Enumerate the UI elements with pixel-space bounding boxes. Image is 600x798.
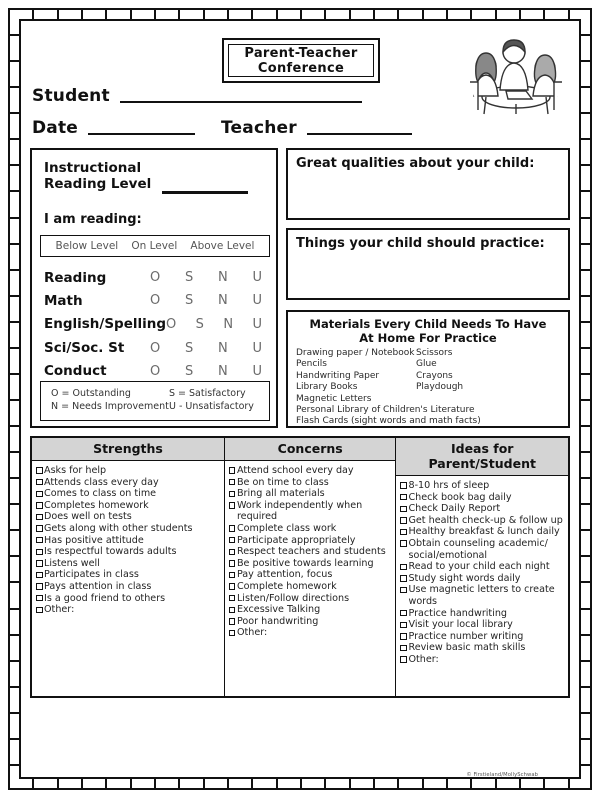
materials-full-width-list xyxy=(296,405,560,428)
checklist-item[interactable] xyxy=(400,642,565,654)
subject-name: Conduct xyxy=(44,363,107,379)
checkbox-icon[interactable] xyxy=(229,607,236,614)
checkbox-icon[interactable] xyxy=(400,517,407,524)
material-item: Playdough xyxy=(416,382,464,393)
reading-level-option-0[interactable]: Below Level xyxy=(55,240,119,252)
checkbox-icon[interactable] xyxy=(36,549,43,556)
subject-name: Reading xyxy=(44,269,107,286)
mark-option-U[interactable]: U xyxy=(252,270,262,285)
mark-option-O[interactable]: O xyxy=(150,293,161,308)
checklist-item-label: Attend school every day xyxy=(236,465,354,476)
checkbox-icon[interactable] xyxy=(400,564,407,571)
checklist-item-label: Respect teachers and students xyxy=(236,546,386,558)
checklist-item-label: Complete class work xyxy=(236,522,337,534)
checkbox-icon[interactable] xyxy=(229,572,236,579)
checkbox-icon[interactable] xyxy=(400,633,407,640)
checkbox-icon[interactable] xyxy=(229,583,236,590)
material-item: Personal Library of Children's Literature xyxy=(296,405,475,416)
mark-option-U[interactable]: U xyxy=(252,316,262,332)
teacher-label: Teacher xyxy=(221,118,297,138)
checklist-item-label: Other: xyxy=(44,604,75,616)
checkbox-icon[interactable] xyxy=(229,479,236,486)
checklist-item[interactable] xyxy=(36,523,221,535)
checklist-column-ideas-for-parent-student xyxy=(396,438,568,696)
mark-option-U[interactable]: U xyxy=(252,340,262,356)
checklist-item[interactable] xyxy=(36,546,221,558)
checklist-item-label: Listens well xyxy=(44,557,100,569)
mark-option-O[interactable]: O xyxy=(150,363,161,379)
reading-level-options xyxy=(40,235,270,257)
checklist-item-label: Bring all materials xyxy=(236,488,325,500)
checkbox-icon[interactable] xyxy=(229,618,236,625)
checklist-column-header: Ideas for Parent/Student xyxy=(396,438,568,476)
checkbox-icon[interactable] xyxy=(400,587,407,594)
great-qualities-box[interactable] xyxy=(286,148,570,220)
checkbox-icon[interactable] xyxy=(36,572,43,579)
materials-title-line1: Materials Every Child Needs To Have xyxy=(309,317,547,331)
checklist-item-label: Check book bag daily xyxy=(408,491,512,503)
student-field-row xyxy=(32,86,362,106)
checkbox-icon[interactable] xyxy=(36,525,43,532)
mark-option-N[interactable]: N xyxy=(218,270,228,285)
checkbox-icon[interactable] xyxy=(400,645,407,652)
practice-box[interactable] xyxy=(286,228,570,300)
reading-assessment-panel xyxy=(30,148,278,428)
material-item: Magnetic Letters xyxy=(296,393,372,404)
materials-column-1 xyxy=(296,348,416,405)
material-item: Crayons xyxy=(416,370,453,381)
checklist-column-header: Strengths xyxy=(32,438,224,461)
checkbox-icon[interactable] xyxy=(36,514,43,521)
mark-option-O[interactable]: O xyxy=(166,316,177,332)
checklist-item[interactable] xyxy=(400,515,565,527)
checklist-item-label: Obtain counseling academic/ social/emotional xyxy=(408,537,548,561)
checklist-item[interactable] xyxy=(36,488,221,500)
rating-legend xyxy=(40,381,270,421)
mark-option-S[interactable]: S xyxy=(184,270,194,285)
checkbox-icon[interactable] xyxy=(229,595,236,602)
checklist-item-label: Asks for help xyxy=(44,465,107,476)
checkbox-icon[interactable] xyxy=(400,622,407,629)
checklist-column-strengths xyxy=(32,438,225,696)
materials-list xyxy=(288,348,568,428)
material-item: Scissors xyxy=(416,348,453,358)
subject-name: Sci/Soc. St xyxy=(44,340,125,356)
checklist-item-label: Review basic math skills xyxy=(408,642,526,654)
reading-level-option-1[interactable]: On Level xyxy=(131,240,178,252)
checklist-item[interactable] xyxy=(400,492,565,504)
materials-column-2 xyxy=(416,348,463,405)
checkbox-icon[interactable] xyxy=(36,595,43,602)
material-item: Flash Cards (sight words and math facts) xyxy=(296,416,481,427)
checklist-item[interactable] xyxy=(36,593,221,605)
checklist-item[interactable] xyxy=(229,581,393,593)
checkbox-icon[interactable] xyxy=(229,502,236,509)
legend-right: U - Unsatisfactory xyxy=(169,401,254,412)
checklist-items xyxy=(396,476,568,696)
checklist-item[interactable] xyxy=(400,654,565,666)
checklist-table xyxy=(30,436,570,698)
checklist-column-header: Concerns xyxy=(225,438,396,461)
mark-option-S[interactable]: S xyxy=(184,293,194,308)
checklist-item-label: Pay attention, focus xyxy=(236,569,333,581)
checkbox-icon[interactable] xyxy=(229,525,236,532)
great-qualities-title: Great qualities about your child: xyxy=(296,156,535,171)
material-item: Pencils xyxy=(296,359,327,370)
checklist-item[interactable] xyxy=(229,569,393,581)
material-item: Library Books xyxy=(296,382,358,393)
checklist-item-label: Listen/Follow directions xyxy=(236,592,350,604)
checkbox-icon[interactable] xyxy=(36,537,43,544)
subject-row xyxy=(32,312,276,336)
checklist-item-label: Poor handwriting xyxy=(236,615,319,627)
subject-row xyxy=(32,266,276,289)
checklist-item-label: Participate appropriately xyxy=(236,534,356,546)
checkbox-icon[interactable] xyxy=(400,575,407,582)
subject-row xyxy=(32,360,276,382)
checkbox-icon[interactable] xyxy=(36,491,43,498)
mark-option-U[interactable]: U xyxy=(252,293,262,308)
checklist-item-label: Check Daily Report xyxy=(408,503,501,515)
mark-option-O[interactable]: O xyxy=(150,340,161,356)
subject-row xyxy=(32,289,276,312)
subject-ratings-list xyxy=(32,266,276,382)
legend-left: O = Outstanding xyxy=(51,388,131,399)
checklist-item[interactable] xyxy=(36,581,221,593)
checkbox-icon[interactable] xyxy=(229,467,236,474)
checkbox-icon[interactable] xyxy=(400,540,407,547)
legend-row xyxy=(51,400,259,413)
checkbox-icon[interactable] xyxy=(36,502,43,509)
checklist-item-label: Practice number writing xyxy=(408,630,524,642)
student-label: Student xyxy=(32,86,110,106)
checklist-item-label: Complete homework xyxy=(236,580,337,592)
checklist-item[interactable] xyxy=(229,488,393,500)
student-input-line[interactable] xyxy=(120,100,362,103)
title-line-1: Parent-Teacher xyxy=(244,45,358,61)
checklist-item[interactable] xyxy=(229,604,393,616)
checkbox-icon[interactable] xyxy=(400,494,407,501)
checkbox-icon[interactable] xyxy=(400,610,407,617)
checklist-item-label: Be positive towards learning xyxy=(236,557,374,569)
checkbox-icon[interactable] xyxy=(36,607,43,614)
checklist-item-label: Has positive attitude xyxy=(44,534,144,546)
legend-right: S = Satisfactory xyxy=(169,388,246,399)
teacher-conference-illustration xyxy=(462,34,570,116)
subject-mark-options xyxy=(150,341,276,356)
materials-box xyxy=(286,310,570,428)
checklist-item[interactable] xyxy=(229,523,393,535)
checkbox-icon[interactable] xyxy=(36,583,43,590)
mark-option-N[interactable]: N xyxy=(218,293,228,308)
checklist-item-label: Excessive Talking xyxy=(236,604,321,616)
checklist-item[interactable] xyxy=(229,593,393,605)
date-label: Date xyxy=(32,118,79,138)
checklist-item[interactable] xyxy=(229,477,393,489)
checklist-item[interactable] xyxy=(400,526,565,538)
subject-mark-options xyxy=(166,317,276,332)
legend-row xyxy=(51,387,259,400)
materials-title-line2: At Home For Practice xyxy=(359,331,497,345)
subject-mark-options xyxy=(150,364,276,379)
checklist-item-label: 8-10 hrs of sleep xyxy=(408,480,490,491)
checklist-item-label: Other: xyxy=(236,627,268,639)
mark-option-N[interactable]: N xyxy=(223,316,234,332)
checklist-item[interactable] xyxy=(36,558,221,570)
subject-mark-options xyxy=(150,270,276,285)
checklist-item[interactable] xyxy=(229,500,393,523)
mark-option-N[interactable]: N xyxy=(218,340,228,356)
checklist-item-label: Visit your local library xyxy=(408,619,513,631)
mark-option-S[interactable]: S xyxy=(184,363,194,379)
checklist-item[interactable] xyxy=(400,608,565,620)
checklist-item[interactable] xyxy=(400,584,565,607)
subject-name: English/Spelling xyxy=(44,316,167,332)
checkbox-icon[interactable] xyxy=(400,482,407,489)
practice-title: Things your child should practice: xyxy=(296,236,545,251)
material-item: Drawing paper / Notebook xyxy=(296,348,415,358)
checkbox-icon[interactable] xyxy=(400,656,407,663)
checklist-item[interactable] xyxy=(36,500,221,512)
subject-row xyxy=(32,336,276,360)
checklist-item-label: Does well on tests xyxy=(44,511,132,523)
checkbox-icon[interactable] xyxy=(400,506,407,513)
reading-level-input-line[interactable] xyxy=(162,191,248,194)
checklist-item-label: Get health check-up & follow up xyxy=(408,514,563,526)
checklist-item[interactable] xyxy=(36,477,221,489)
checkbox-icon[interactable] xyxy=(229,491,236,498)
checkbox-icon[interactable] xyxy=(36,467,43,474)
date-field-row xyxy=(32,118,412,138)
checklist-item-label: Work independently when required xyxy=(236,499,363,523)
mark-option-S[interactable]: S xyxy=(195,316,204,332)
instructional-label-line2: Reading Level xyxy=(44,176,152,192)
worksheet-title-stamp xyxy=(222,38,380,83)
checklist-item-label: Study sight words daily xyxy=(408,572,521,584)
material-item: Handwriting Paper xyxy=(296,370,380,381)
checklist-item-label: Comes to class on time xyxy=(44,488,157,500)
checklist-items xyxy=(225,461,396,696)
mark-option-U[interactable]: U xyxy=(252,363,262,379)
checklist-item-label: Attends class every day xyxy=(44,476,159,488)
checklist-item-label: Pays attention in class xyxy=(44,580,152,592)
checklist-item[interactable] xyxy=(229,558,393,570)
reading-level-option-2[interactable]: Above Level xyxy=(190,240,255,252)
checklist-item[interactable] xyxy=(400,538,565,561)
mark-option-O[interactable]: O xyxy=(150,270,161,285)
i-am-reading-label: I am reading: xyxy=(44,212,142,227)
checklist-item[interactable] xyxy=(229,627,393,639)
copyright-credit: © Firstieland/MollySchwab xyxy=(466,772,538,778)
checklist-item[interactable] xyxy=(229,465,393,477)
subject-name: Math xyxy=(44,292,83,309)
checklist-column-concerns xyxy=(225,438,397,696)
checkbox-icon[interactable] xyxy=(36,479,43,486)
checkbox-icon[interactable] xyxy=(229,560,236,567)
subject-mark-options xyxy=(150,293,276,308)
checklist-item[interactable] xyxy=(400,573,565,585)
checklist-item-label: Participates in class xyxy=(44,569,139,581)
checklist-item-label: Healthy breakfast & lunch daily xyxy=(408,526,560,538)
checkbox-icon[interactable] xyxy=(229,549,236,556)
checkbox-icon[interactable] xyxy=(36,560,43,567)
checklist-item-label: Is respectful towards adults xyxy=(44,546,177,558)
checklist-item[interactable] xyxy=(400,561,565,573)
checklist-item-label: Completes homework xyxy=(44,499,149,511)
checklist-item[interactable] xyxy=(400,619,565,631)
checklist-item[interactable] xyxy=(36,569,221,581)
teacher-input-line[interactable] xyxy=(307,132,412,135)
legend-left: N = Needs Improvement xyxy=(51,401,169,412)
checklist-item-label: Practice handwriting xyxy=(408,607,508,619)
checklist-item[interactable] xyxy=(36,535,221,547)
checklist-item[interactable] xyxy=(400,503,565,515)
checklist-item-label: Use magnetic letters to create words xyxy=(408,584,555,607)
checklist-item-label: Be on time to class xyxy=(236,476,329,488)
checklist-item-label: Read to your child each night xyxy=(408,561,550,573)
material-item: Glue xyxy=(416,359,437,370)
checkbox-icon[interactable] xyxy=(229,630,236,637)
checklist-item-label: Other: xyxy=(408,653,439,665)
checklist-item[interactable] xyxy=(36,465,221,477)
checklist-item[interactable] xyxy=(36,511,221,523)
instructional-label-line1: Instructional xyxy=(44,160,142,176)
checklist-item[interactable] xyxy=(229,616,393,628)
title-line-2: Conference xyxy=(257,60,345,76)
checklist-item[interactable] xyxy=(36,604,221,616)
mark-option-S[interactable]: S xyxy=(184,340,194,356)
sheet-content xyxy=(26,26,574,778)
date-input-line[interactable] xyxy=(88,132,195,135)
checklist-item[interactable] xyxy=(400,631,565,643)
checkbox-icon[interactable] xyxy=(400,529,407,536)
checklist-item[interactable] xyxy=(229,546,393,558)
checklist-item-label: Is a good friend to others xyxy=(44,592,166,604)
checklist-item[interactable] xyxy=(400,480,565,492)
checklist-item[interactable] xyxy=(229,535,393,547)
checklist-items xyxy=(32,461,224,696)
checkbox-icon[interactable] xyxy=(229,537,236,544)
checklist-item-label: Gets along with other students xyxy=(44,522,193,534)
mark-option-N[interactable]: N xyxy=(218,363,228,379)
